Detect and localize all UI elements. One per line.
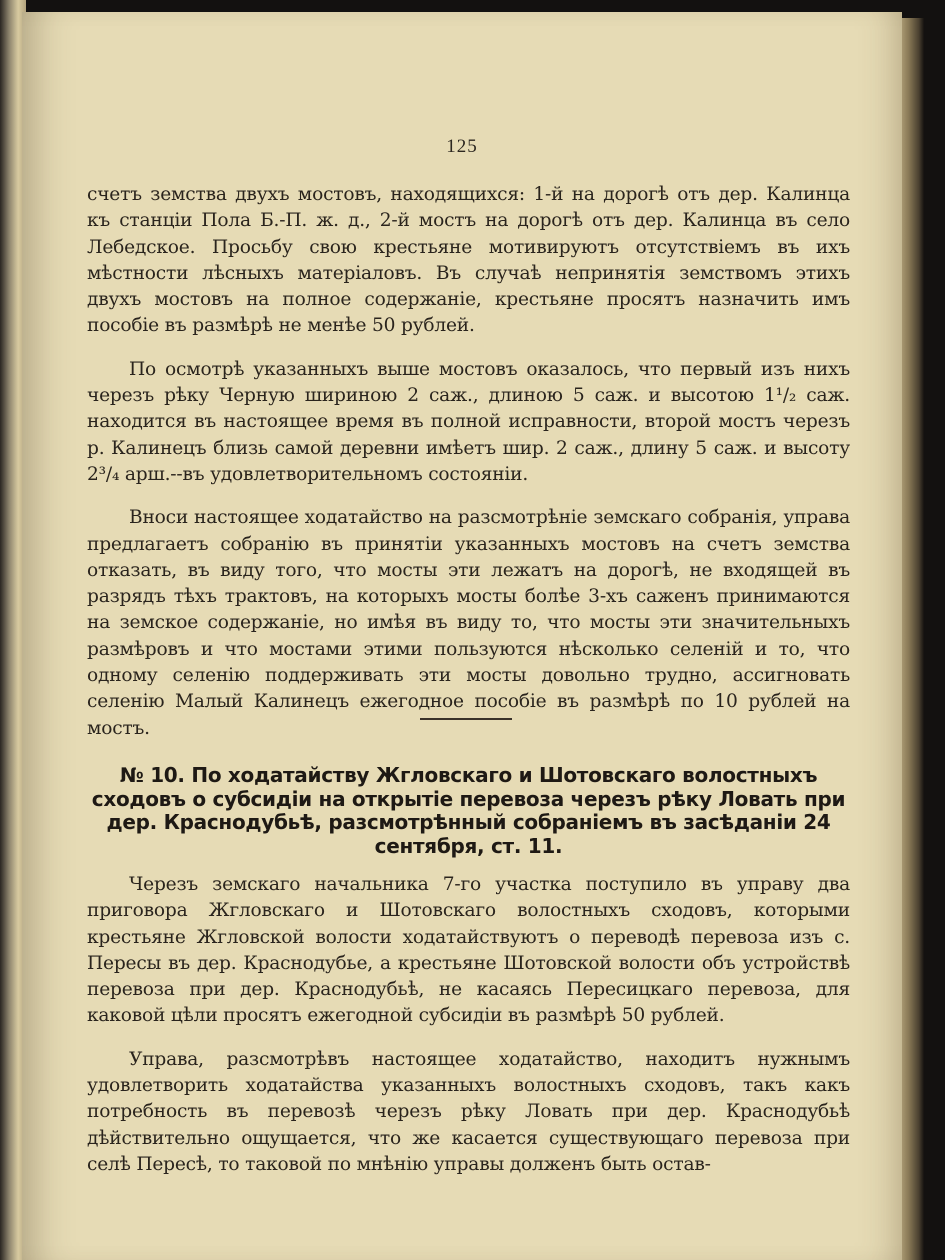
- page-number: 125: [446, 136, 478, 157]
- paragraph: Черезъ земскаго начальника 7-го участка поступило въ управу два приговора Жгловскаго и Шотовскаго волостныхъ сходовъ, которыми крестьяне Жгловской волости ходатайствуютъ о переводѣ перевоза изъ с. Пересы въ дер. Краснодубье, а крестьяне Шотовской волости объ устройствѣ перевоза при дер. Краснодубьѣ, не касаясь Пересицкаго перевоза, для каковой цѣли просятъ ежегодной субсидіи въ размѣрѣ 50 рублей.: [87, 874, 850, 1027]
- section-divider: [420, 718, 512, 720]
- text-block-bottom: [87, 872, 850, 1178]
- text-block-top: [87, 182, 850, 742]
- book-page: [22, 12, 902, 1260]
- paragraph: По осмотрѣ указанныхъ выше мостовъ оказалось, что первый изъ нихъ черезъ рѣку Черную шириною 2 саж., длиною 5 саж. и высотою 1¹/₂ саж. находится въ настоящее время въ полной исправности, второй мостъ черезъ р. Калинецъ близь самой деревни имѣетъ шир. 2 саж., длину 5 саж. и высоту 2³/₄ арш.--въ удовлетворительномъ состояніи.: [87, 358, 850, 485]
- section-heading: № 10. По ходатайству Жгловскаго и Шотовскаго волостныхъ сходовъ о субсидіи на открытіе перевоза черезъ рѣку Ловать при дер. Краснодубьѣ, разсмотрѣнный собраніемъ въ засѣданіи 24 сентября, ст. 11.: [91, 763, 846, 858]
- paragraph: Вноси настоящее ходатайство на разсмотрѣніе земскаго собранія, управа предлагаетъ собранію въ принятіи указанныхъ мостовъ на счетъ земства отказать, въ виду того, что мосты эти лежатъ на дорогѣ, не входящей въ разрядъ тѣхъ трактовъ, на которыхъ мосты болѣе 3-хъ саженъ принимаются на земское содержаніе, но имѣя въ виду то, что мосты эти значительныхъ размѣровъ и что мостами этими пользуются нѣсколько селеній и то, что одному селенію поддерживать эти мосты довольно трудно, ассигновать селенію Малый Калинецъ ежегодное пособіе въ размѣрѣ по 10 рублей на мостъ.: [87, 507, 850, 739]
- paragraph: Управа, разсмотрѣвъ настоящее ходатайство, находитъ нужнымъ удовлетворить ходатайства указанныхъ волостныхъ сходовъ, такъ какъ потребность въ перевозѣ черезъ рѣку Ловать при дер. Краснодубьѣ дѣйствительно ощущается, что же касается существующаго перевоза при селѣ Пересѣ, то таковой по мнѣнію управы долженъ быть остав-: [87, 1048, 850, 1175]
- paragraph: счетъ земства двухъ мостовъ, находящихся: 1-й на дорогѣ отъ дер. Калинца къ станціи Пола Б.-П. ж. д., 2-й мостъ на дорогѣ отъ дер. Калинца въ село Лебедское. Просьбу свою крестьяне мотивируютъ отсутствіемъ въ ихъ мѣстности лѣсныхъ матеріаловъ. Въ случаѣ непринятія земствомъ этихъ двухъ мостовъ на полное содержаніе, крестьяне просятъ назначить имъ пособіе въ размѣрѣ не менѣе 50 рублей.: [87, 184, 850, 337]
